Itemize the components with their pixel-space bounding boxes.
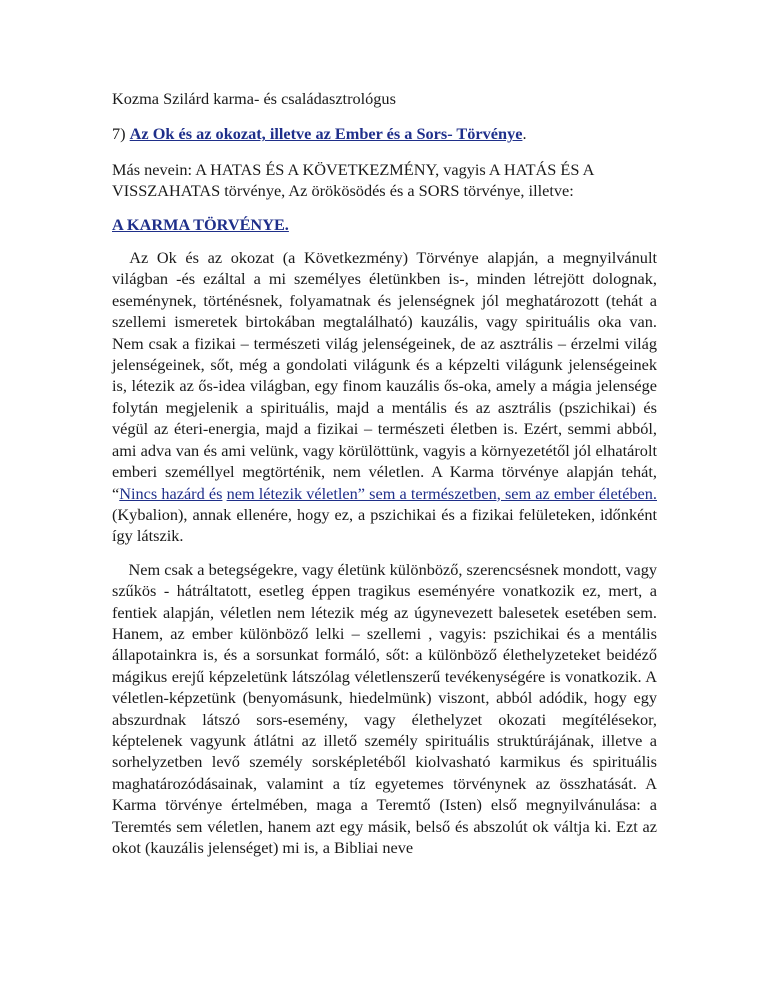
document-page xyxy=(112,88,657,858)
quote-link-2[interactable]: nem létezik véletlen” sem a természetben, sem az ember életében. xyxy=(226,483,657,503)
karma-title: A KARMA TÖRVÉNYE. xyxy=(112,214,289,234)
para1-text-a: Az Ok és az okozat (a Következmény) Törvénye alapján, a megnyilvánult világban -és ezáltal a mi személyes életünkben is-, minden létrejött dolognak, eseménynek, történésnek, folyamatnak és jelenségnek jól meghatározott (tehát a szellemi ismeretek birtokában megtalálható) kauzális, vagy spirituális oka van. Nem csak a fizikai – természeti világ jelenségeinek, de az asztrális – érzelmi világ jelenségeinek, sőt, még a gondolati világunk és a képzelti világunk jelenségeinek is, létezik az ős-idea világban, egy finom kauzális ős-oka, amely a mágia jelensége folytán megjelenik a spirituális, majd a mentális és az asztrális (pszichikai) és végül az éteri-energia, majd a fizikai – természeti életben is. Ezért, semmi abból, ami adva van és ami velünk, vagy körülöttünk, vagyis a környezetétől jól elhatárolt emberi személlyel megtörténik, nem véletlen. A Karma törvénye alapján tehát, “ xyxy=(112,248,657,503)
heading-period: . xyxy=(522,124,527,144)
section-heading xyxy=(112,123,657,144)
heading-title-link[interactable]: Az Ok és az okozat, illetve az Ember és a Sors- Törvénye xyxy=(129,124,523,144)
body-paragraph-1 xyxy=(112,247,657,547)
heading-number: 7) xyxy=(112,124,126,144)
quote-link-1[interactable]: Nincs hazárd és xyxy=(119,483,223,503)
para1-text-b: (Kybalion), annak ellenére, hogy ez, a pszichikai és a fizikai felületeken, időnként így látszik. xyxy=(112,504,657,546)
author-line: Kozma Szilárd karma- és családasztrológus xyxy=(112,89,396,108)
aliases-paragraph: Más nevein: A HATAS ÉS A KÖVETKEZMÉNY, vagyis A HATÁS ÉS A VISSZAHATAS törvénye, Az örökösödés és a SORS törvénye, illetve: xyxy=(112,159,594,201)
body-paragraph-2: Nem csak a betegségekre, vagy életünk különböző, szerencsésnek mondott, vagy szűkös - hátráltatott, esetleg éppen tragikus eseményére vonatkozik ez, mert, a fentiek alapján, véletlen nem létezik még az úgynevezett balesetek esetében sem. Hanem, az ember különböző lelki – szellemi , vagyis: pszichikai és a mentális állapotainkra is, és a sorsunkat formáló, sőt: a különböző élethelyzeteket beidéző mágikus erejű képzeletünk látszólag véletlenszerű tevékenységére is vonatkozik. A véletlen-képzetünk (benyomásunk, hiedelmünk) viszont, abból adódik, hogy egy abszurdnak látszó sors-esemény, vagy élethelyzet okozati megítélésekor, képtelenek vagyunk átlátni az illető személy spirituális struktúrájának, illetve a sorhelyzetben levő személy sorsképletéből kiolvasható karmikus és spirituális maghatározódásainak, valamint a tíz egyetemes törvénynek az összhatását. A Karma törvénye értelmében, maga a Teremtő (Isten) első megnyilvánulása: a Teremtés sem véletlen, hanem azt egy másik, belső és abszolút ok váltja ki. Ezt az okot (kauzális jelenséget) mi is, a Bibliai neve xyxy=(112,559,657,857)
